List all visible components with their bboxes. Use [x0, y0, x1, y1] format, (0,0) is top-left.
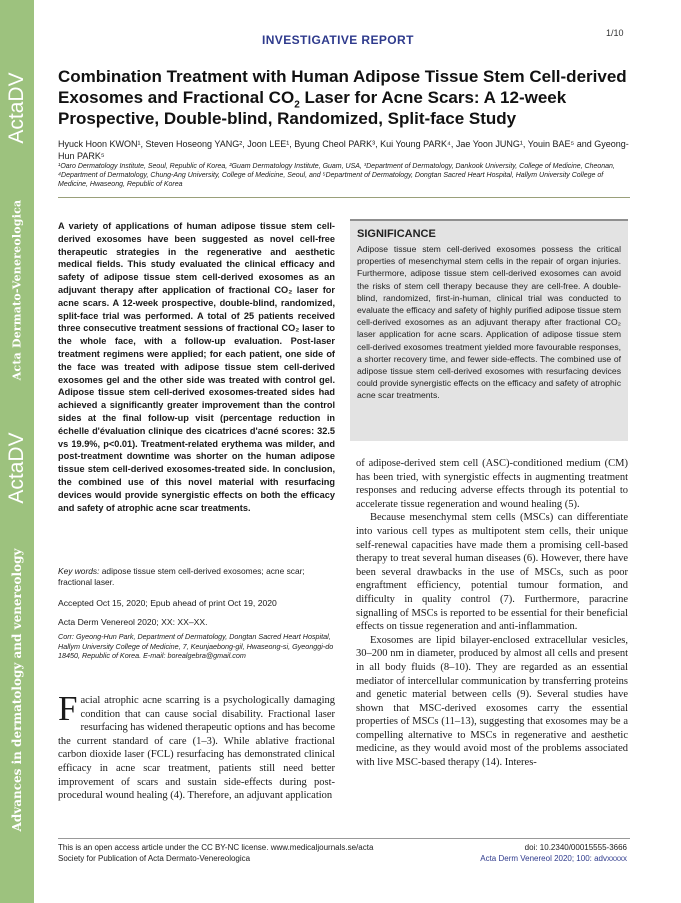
sidebar-acta-logo-2: ActaDV: [5, 432, 28, 504]
body-paragraph: of adipose-derived stem cell (ASC)-conditioned medium (CM) has been tried, with synergistic effects in augmenting treatment responses and reducing adverse effects through its potential to accelerate tissue regeneration and wound healing (5).: [356, 458, 628, 510]
significance-box: [350, 219, 628, 441]
page-number: 1/10: [606, 28, 624, 38]
sidebar-journal-name: Acta Dermato-Venereologica: [10, 199, 24, 381]
intro-paragraph: [58, 689, 336, 803]
affiliations: ¹Oaro Dermatology Institute, Seoul, Republic of Korea, ²Guam Dermatology Institute, Guam, USA, ³Department of Dermatology, Dankook University, College of Medicine, Cheonan, ⁴Department of Dermatology, Chung-Ang University, College of Medicine, Seoul, and ⁵Department of Dermatology, Dongtan Sacred Heart Hospital, Hallym University College of Medicine, Hwaseong, Republic of Korea: [58, 163, 615, 188]
license-text: This is an open access article under the CC BY-NC license. www.medicaljournals.se/acta: [58, 843, 374, 852]
sidebar-acta-logo: ActaDV: [5, 72, 28, 144]
correspondence: Corr: Gyeong-Hun Park, Department of Dermatology, Dongtan Sacred Heart Hospital, Hallym University College of Medicine, 7, Keunjaebong-gil, Hwaseong-si, Gyeonggi-do 18450, Republic of Korea. E-mail: borealgebra@gmail.com: [58, 632, 334, 661]
abstract: A variety of applications of human adipose tissue stem cell-derived exosomes have been suggested as novel cell-free therapeutic strategies in the regenerative and aesthetic medical fields. This study evaluated the clinical efficacy and safety of adipose tissue stem cell-derived exosomes as an adjuvant therapy after application of fractional CO₂ laser for acne scars. A 12-week prospective, double-blind, randomized, split-face trial was performed. A total of 25 patients received three consecutive treatment sessions of fractional CO₂ laser to the whole face, with a follow-up evaluation. Post-laser treatment regimens were applied; for each patient, one side of the face was treated with adipose tissue stem cell-derived exosomes gel and the other side was treated with control gel. Adipose tissue stem cell-derived exosomes-treated sides had achieved a significantly greater improvement than the control sides at the final follow-up visit (percentage reduction in échelle d'évaluation clinique des cicatrices d'acné scores: 32.5 vs 19.9%, p<0.01). Treatment-related erythema was milder, and post-treatment downtime was shorter on the human adipose tissue stem cell-derived exosomes-treated side. In conclusion, the combined use of this novel material with resurfacing devices would provide synergistic effects on both the efficacy and safety of atrophic acne scar treatments.: [58, 221, 335, 513]
publication-dates: Accepted Oct 15, 2020; Epub ahead of print Oct 19, 2020: [58, 598, 277, 608]
significance-title: SIGNIFICANCE: [357, 228, 436, 240]
keywords-text: adipose tissue stem cell-derived exosomes; acne scar; fractional laser.: [58, 566, 305, 587]
body-paragraph: Because mesenchymal stem cells (MSCs) can differentiate into various cell types as multipotent stem cells, their unique self-renewal capacities have made them a promising cell-based therapy to treat several human diseases (6). However, there have been several drawbacks in the use of MSCs, such as poor engraftment efficiency, potential tumour formation, and difficulty in quality control (7). Furthermore, paracrine signalling of MSCs is reported to be essential for their beneficial effects on tissue regeneration and anti-inflammation.: [356, 512, 628, 633]
title-part2: Laser for Acne Scars: A 12-week Prospective, Double-blind, Randomized, Split-face Study: [58, 88, 567, 128]
significance-body: Adipose tissue stem cell-derived exosomes possess the critical properties of mesenchymal stem cells in the repair of organ injuries. Furthermore, adipose tissue stem cell-derived exosomes can avoid the risks of stem cell therapy because they are cell-free. A double-blind, randomized, first-in-human, clinical trial was conducted to evaluate the efficacy and safety of highly purified adipose tissue stem cell-derived exosomes as an adjuvant therapy after fractional CO₂ laser application for acne scars. Application of adipose tissue stem cell-derived exosomes treatment yielded more favourable responses, a shorter recovery time, and fewer side-effects. The combined use of adipose tissue stem cell-derived exosomes with resurfacing devices could provide synergistic effects on the efficacy and safety of atrophic acne scar treatments.: [357, 244, 621, 401]
keywords-label: Key words:: [58, 566, 100, 576]
journal-sidebar: [0, 0, 34, 903]
society-text: Society for Publication of Acta Dermato-Venereologica: [58, 854, 251, 863]
body-paragraph: Exosomes are lipid bilayer-enclosed extracellular vesicles, 30–200 nm in diameter, produced by almost all cells and present in all body fluids (8–10). They are regarded as an essential mediator of intercellular communication by transferring proteins and genetic material between cells (9). Several studies have shown that MSC-derived exosomes carry the essential properties of MSCs (11–13), suggesting that exosomes may be a compelling alternative to MSCs in regenerative and aesthetic medicine, as they would avoid most of the problems associated with live MSC-based therapy (14). Interes-: [356, 634, 628, 769]
section-label: INVESTIGATIVE REPORT: [262, 33, 414, 47]
footer-right: [455, 842, 627, 864]
article-title: [58, 66, 630, 129]
article-citation: Acta Derm Venereol 2020; XX: XX–XX.: [58, 617, 208, 627]
body-right-column: [356, 457, 628, 770]
footer-left: [58, 842, 373, 864]
drop-cap: F: [58, 689, 78, 728]
keywords: [58, 566, 335, 588]
title-subscript: 2: [294, 99, 300, 111]
footer-divider: [58, 838, 630, 839]
sidebar-advances: Advances in dermatology and venereology: [10, 548, 24, 832]
header-divider: [58, 197, 630, 198]
intro-text: acial atrophic acne scarring is a psychologically damaging condition that can cause social disability. Fractional laser resurfacing has widened therapeutic options and has become the current standard of care (1–3). While ablative fractional carbon dioxide laser (FCL) resurfacing has demonstrated clinical efficacy in acne scar treatment, patients still need better improvement of scars and sustain side-effects during post-procedural wound healing (4). Therefore, an adjuvant application: [58, 695, 336, 802]
footer-citation: Acta Derm Venereol 2020; 100: advxxxxx: [480, 854, 627, 863]
title-part1: Combination Treatment with Human Adipose Tissue Stem Cell-derived Exosomes and Fractional CO: [58, 67, 627, 107]
author-list: Hyuck Hoon KWON¹, Steven Hoseong YANG², Joon LEE¹, Byung Cheol PARK³, Kui Young PARK⁴, Jae Yoon JUNG¹, Youin BAE⁵ and Gyeong-Hun PARK⁵: [58, 139, 629, 161]
doi-text: doi: 10.2340/00015555-3666: [524, 843, 627, 852]
